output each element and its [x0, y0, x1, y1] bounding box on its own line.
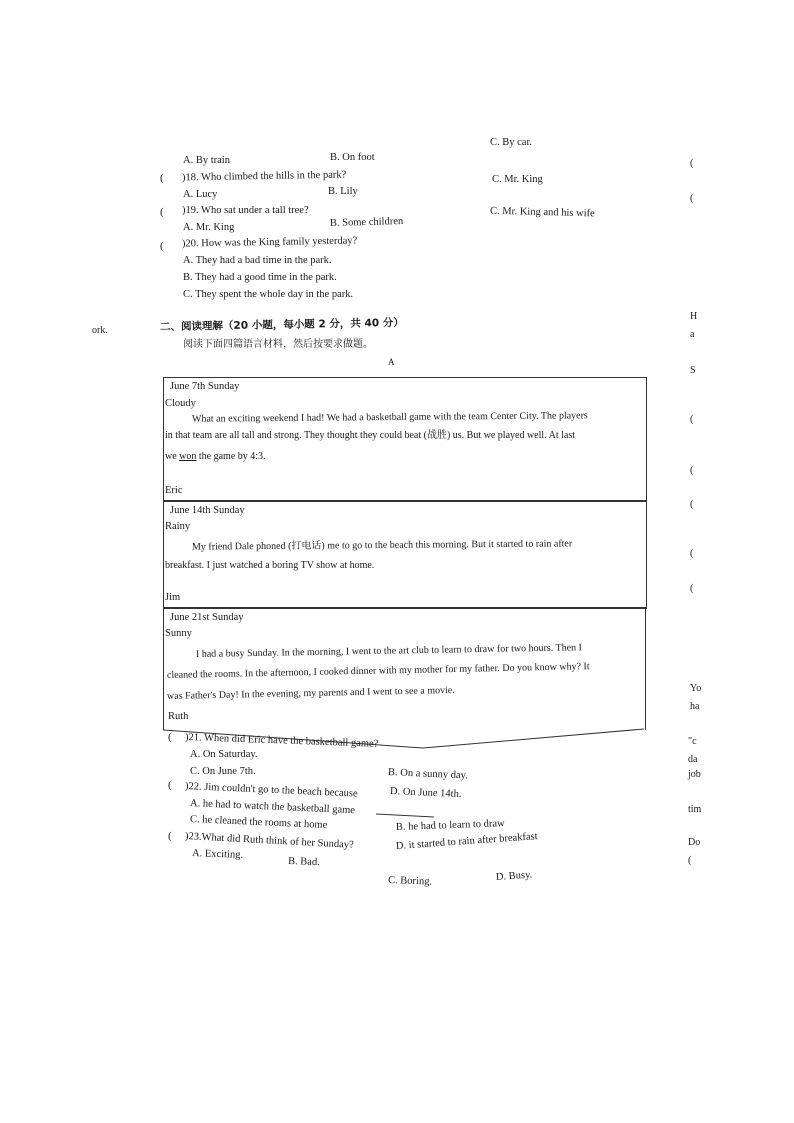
q19-option-a: A. Mr. King — [183, 222, 235, 233]
right-margin-fragment: job — [688, 769, 701, 780]
q18-option-b: B. Lily — [328, 186, 358, 197]
q19-option-c: C. Mr. King and his wife — [489, 205, 595, 220]
right-margin-fragment: ( — [690, 193, 694, 204]
diary-2-weather: Rainy — [165, 521, 191, 532]
q18-text: )18. Who climbed the hills in the park? — [181, 169, 347, 184]
diary-2-author: Jim — [165, 592, 181, 603]
right-margin-fragment: S — [690, 365, 696, 376]
diary-3-line-1: I had a busy Sunday. In the morning, I went to the art club to learn to draw for two hours. Then I — [195, 642, 583, 660]
passage-label: A — [388, 357, 395, 367]
right-margin-fragment: Do — [688, 837, 701, 848]
right-margin-fragment: ( — [690, 414, 694, 425]
q21-option-d: D. On June 14th. — [389, 786, 462, 801]
diary-3-line-3: was Father's Day! In the evening, my parents and I went to see a movie. — [166, 684, 455, 702]
q20-option-c: C. They spent the whole day in the park. — [183, 289, 354, 300]
right-margin-fragment: da — [688, 754, 698, 765]
right-margin-fragment: ( — [688, 855, 692, 866]
q23-option-b: B. Bad. — [287, 856, 320, 869]
right-margin-fragment: ( — [690, 499, 694, 510]
q23-option-c: C. Boring. — [387, 875, 433, 888]
q23-option-d: D. Busy. — [495, 869, 533, 883]
right-margin-fragment: a — [690, 329, 695, 340]
q22-option-d: D. it started to rain after breakfast — [395, 831, 538, 852]
q20-paren: ( — [160, 240, 164, 252]
diary-1-line-3: we won the game by 4:3. — [165, 451, 266, 462]
diary-3-line-2: cleaned the rooms. In the afternoon, I cooked dinner with my mother for my father. Do you know why? It — [166, 661, 590, 681]
q22-option-c: C. he cleaned the rooms at home — [189, 814, 328, 831]
q22-option-b: B. he had to learn to draw — [395, 818, 505, 833]
q17-option-b: B. On foot — [330, 152, 375, 163]
diary-2-date: June 14th Sunday — [170, 505, 245, 516]
section-heading: 二、阅读理解（20 小题，每小题 2 分，共 40 分） — [159, 316, 404, 334]
right-margin-fragment: ( — [690, 548, 694, 559]
q19-text: )19. Who sat under a tall tree? — [182, 205, 309, 216]
q20-option-b: B. They had a good time in the park. — [183, 272, 337, 283]
right-margin-fragment: ( — [690, 158, 694, 169]
q18-option-c: C. Mr. King — [492, 174, 543, 185]
q23-text: )23.What did Ruth think of her Sunday? — [184, 831, 354, 851]
diary-3-weather: Sunny — [165, 628, 192, 639]
right-margin-fragment: "c — [688, 736, 697, 747]
q22-option-a: A. he had to watch the basketball game — [189, 798, 356, 817]
q21-option-b: B. On a sunny day. — [387, 767, 469, 782]
q22-answer-blank — [376, 813, 434, 817]
diary-1-date: June 7th Sunday — [170, 381, 240, 392]
right-margin-fragment: tim — [688, 804, 702, 815]
diary-3-author: Ruth — [168, 711, 189, 722]
q18-paren: ( — [160, 172, 164, 184]
q20-text: )20. How was the King family yesterday? — [181, 235, 358, 250]
diary-1-author: Eric — [165, 485, 183, 496]
diary-1-line-2: in that team are all tall and strong. They thought they could beat (战胜) us. But we played well. At last — [165, 430, 575, 441]
diary-3-date: June 21st Sunday — [170, 612, 244, 623]
q17-option-a: A. By train — [183, 155, 230, 166]
q21-option-a: A. On Saturday. — [190, 749, 258, 760]
q22-paren: ( — [168, 779, 172, 791]
right-margin-fragment: ( — [690, 465, 694, 476]
q17-option-c: C. By car. — [490, 137, 532, 148]
diary-1-line-1: What an exciting weekend I had! We had a basketball game with the team Center City. The players — [191, 410, 588, 425]
diary-2-line-1: My friend Dale phoned (打电话) me to go to the beach this morning. But it started to rain after — [191, 538, 573, 553]
q21-text: )21. When did Eric have the basketball game? — [184, 732, 379, 750]
q22-text: )22. Jim couldn't go to the beach because — [184, 781, 358, 800]
q19-option-b: B. Some children — [329, 216, 404, 229]
left-margin-fragment: ork. — [92, 325, 108, 336]
q21-option-c: C. On June 7th. — [190, 766, 256, 777]
q23-paren: ( — [168, 830, 172, 842]
right-margin-fragment: ha — [690, 701, 700, 712]
diary-2-line-2: breakfast. I just watched a boring TV show at home. — [165, 560, 375, 571]
q18-option-a: A. Lucy — [183, 189, 218, 200]
section-instruction: 阅读下面四篇语言材料，然后按要求做题。 — [183, 339, 373, 350]
q19-paren: ( — [160, 206, 164, 218]
q21-paren: ( — [168, 731, 172, 743]
q20-option-a: A. They had a bad time in the park. — [183, 255, 332, 266]
right-margin-fragment: H — [690, 311, 698, 322]
diary-1-weather: Cloudy — [165, 398, 196, 409]
right-margin-fragment: Yo — [690, 683, 702, 694]
q23-option-a: A. Exciting. — [191, 848, 244, 861]
right-margin-fragment: ( — [690, 583, 694, 594]
